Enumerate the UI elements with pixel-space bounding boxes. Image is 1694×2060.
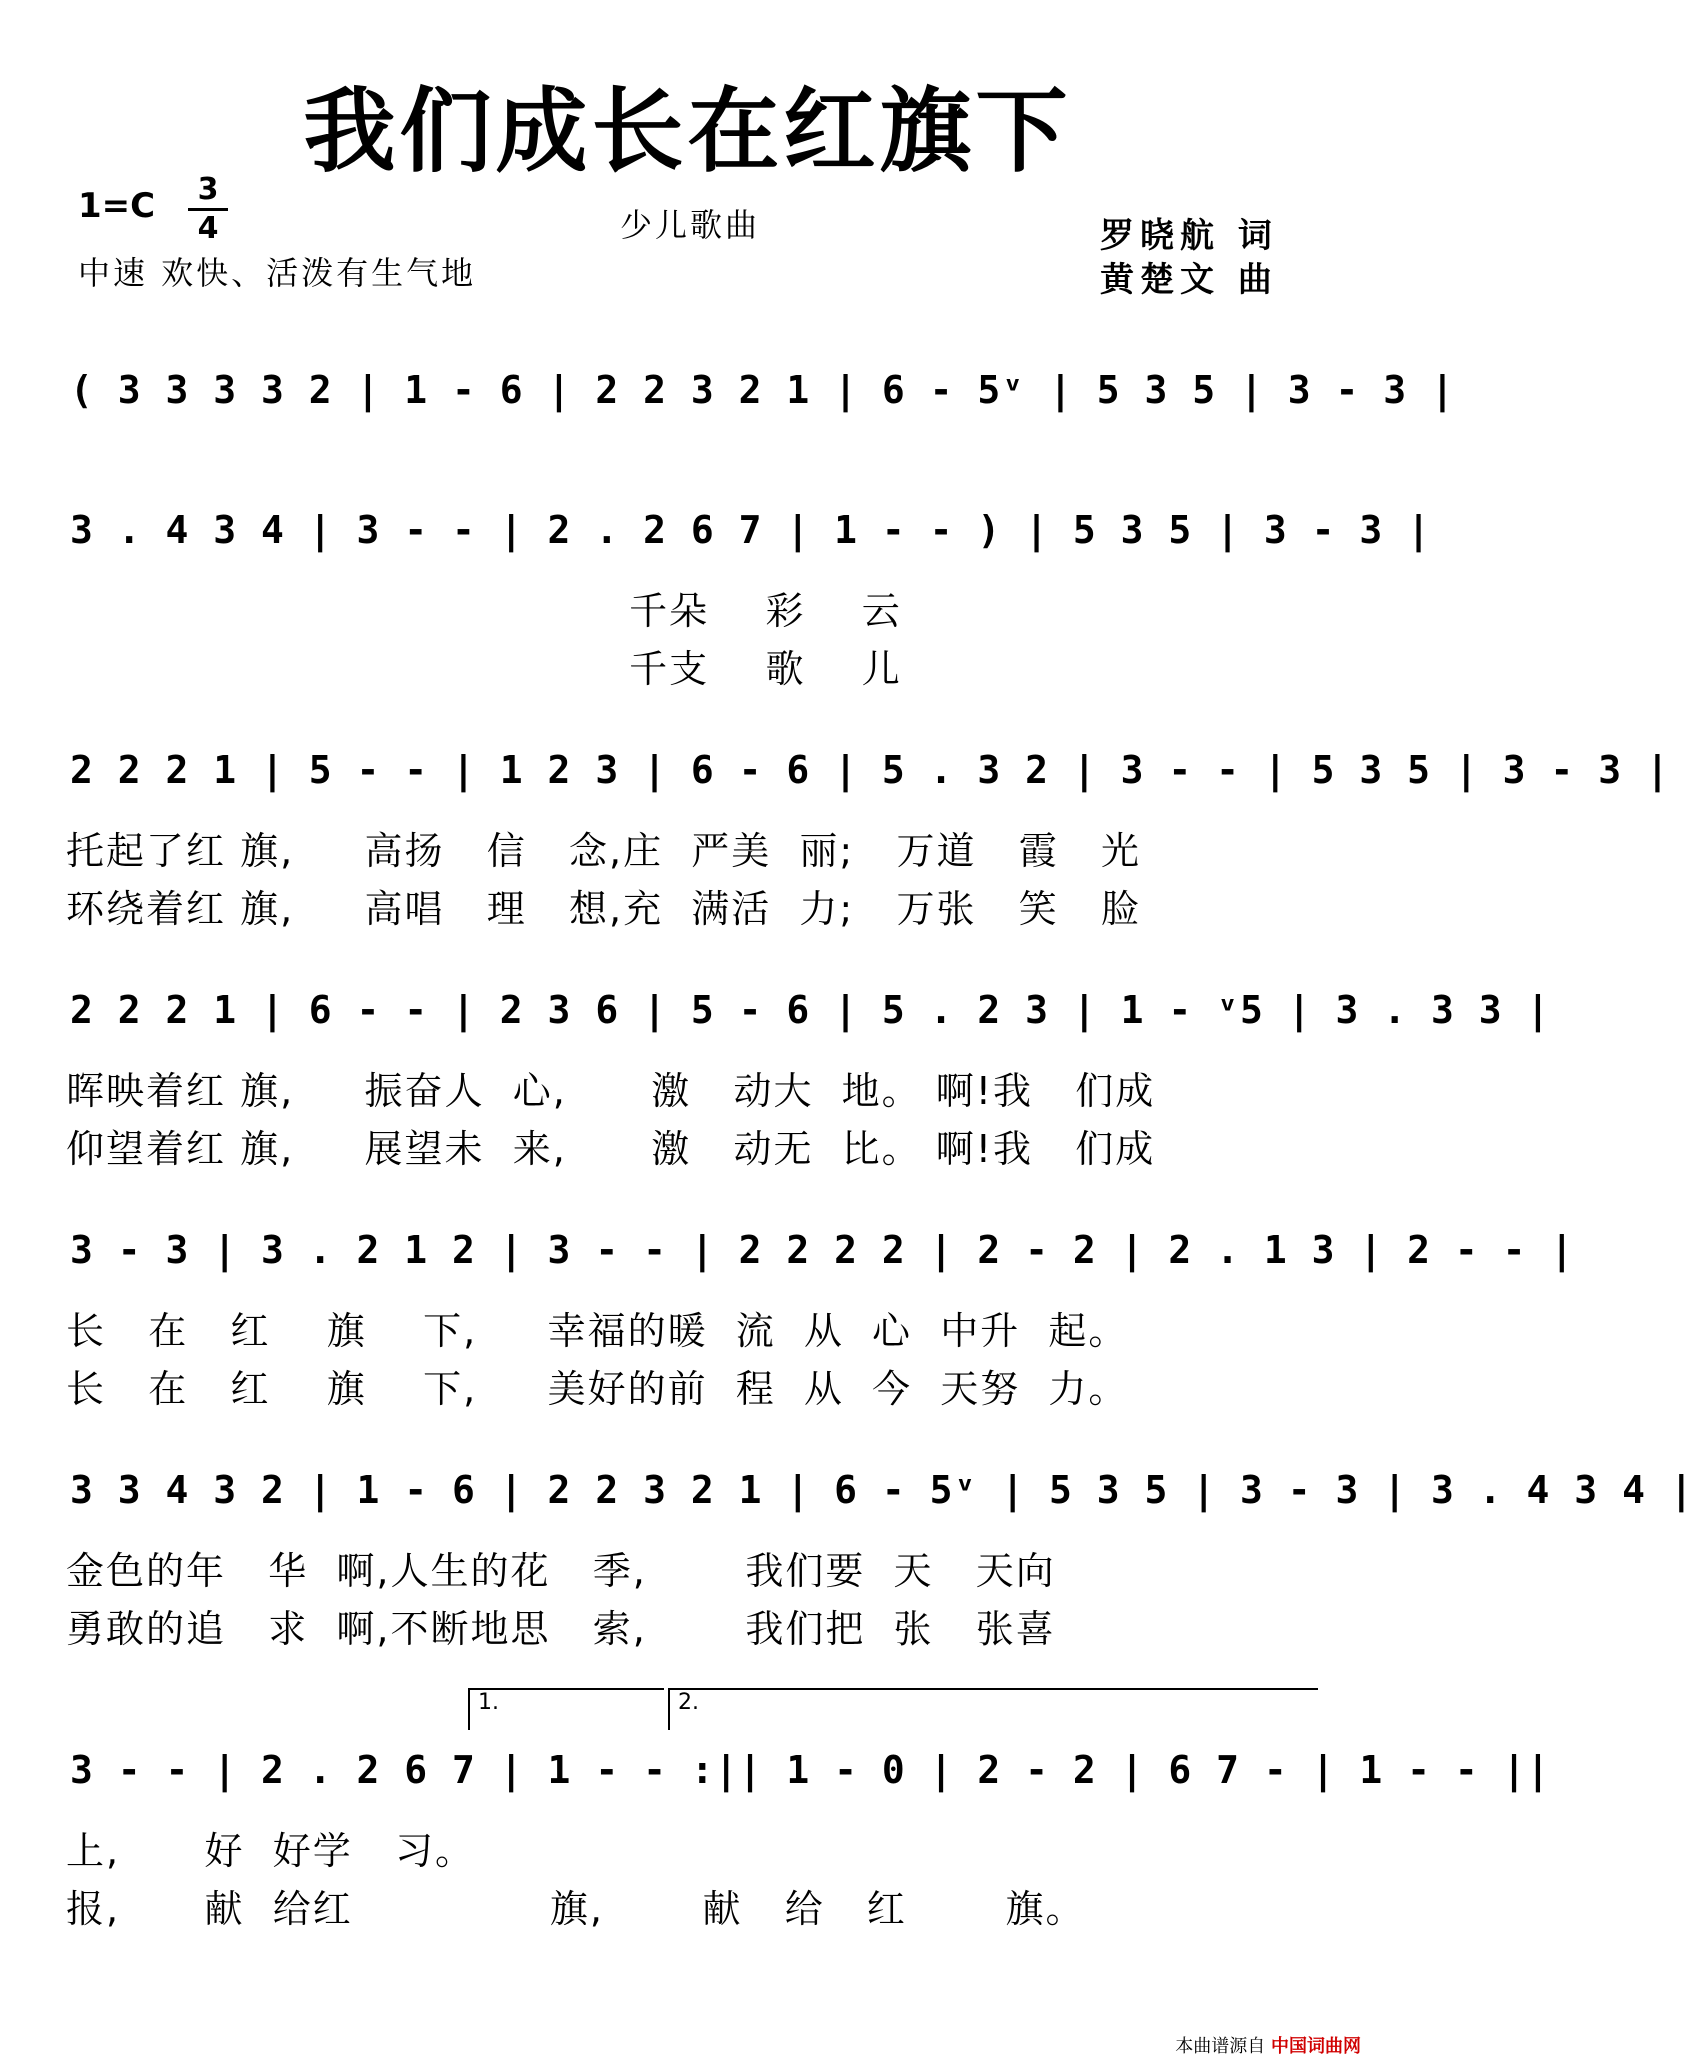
composer-credit: 黄楚文 曲 [1100, 260, 1278, 300]
lyric-line: 上, 好 好学 习。 [66, 1829, 475, 1873]
lyric-line: 托起了红 旗, 高扬 信 念,庄 严美 丽; 万道 霞 光 [66, 829, 1141, 873]
lyric-line: 仰望着红 旗, 展望未 来, 激 动无 比。 啊!我 们成 [66, 1127, 1156, 1171]
lyric-line: 长 在 红 旗 下, 美好的前 程 从 今 天努 力。 [66, 1367, 1129, 1411]
footer-site-name: 中国词曲网 [1271, 2036, 1361, 2057]
lyric-line: 千朵 彩 云 [66, 589, 902, 633]
lyric-line: 晖映着红 旗, 振奋人 心, 激 动大 地。 啊!我 们成 [66, 1069, 1156, 1113]
second-ending-bracket [668, 1688, 1318, 1730]
lyric-line: 千支 歌 儿 [66, 647, 902, 691]
tempo-marking: 中速 欢快、活泼有生气地 [78, 254, 477, 292]
first-ending-label: 1. [478, 1690, 499, 1715]
first-ending-bracket [468, 1688, 664, 1730]
song-title: 我们成长在红旗下 [303, 78, 1072, 185]
notation-line: 3 - 3 | 3 . 2 1 2 | 3 - - | 2 2 2 2 | 2 - 2 | 2 . 1 3 | 2 - - | [70, 1228, 1575, 1272]
key-signature: 1=C [78, 186, 156, 226]
second-ending-label: 2. [678, 1690, 699, 1715]
lyric-line: 环绕着红 旗, 高唱 理 想,充 满活 力; 万张 笑 脸 [66, 887, 1141, 931]
notation-line: 2 2 2 1 | 6 - - | 2 3 6 | 5 - 6 | 5 . 2 3 | 1 - ᵛ5 | 3 . 3 3 | [70, 988, 1551, 1032]
notation-line: 3 - - | 2 . 2 6 7 | 1 - - :|| 1 - 0 | 2 - 2 | 6 7 - | 1 - - || [70, 1748, 1551, 1792]
genre-label: 少儿歌曲 [620, 206, 761, 244]
notation-line: 3 3 4 3 2 | 1 - 6 | 2 2 3 2 1 | 6 - 5ᵛ | 5 3 5 | 3 - 3 | 3 . 4 3 4 | [70, 1468, 1694, 1512]
lyricist-credit: 罗晓航 词 [1100, 216, 1278, 256]
time-signature [188, 174, 228, 245]
notation-line: 3 . 4 3 4 | 3 - - | 2 . 2 6 7 | 1 - - ) | 5 3 5 | 3 - 3 | [70, 508, 1432, 552]
lyric-line: 报, 献 给红 旗, 献 给 红 旗。 [66, 1887, 1086, 1931]
time-signature-bottom: 4 [197, 211, 219, 246]
time-signature-top: 3 [197, 172, 219, 207]
lyric-line: 勇敢的追 求 啊,不断地思 索, 我们把 张 张喜 [66, 1607, 1056, 1651]
lyric-line: 金色的年 华 啊,人生的花 季, 我们要 天 天向 [66, 1549, 1056, 1593]
notation-line: ( 3 3 3 3 2 | 1 - 6 | 2 2 3 2 1 | 6 - 5ᵛ | 5 3 5 | 3 - 3 | [70, 368, 1455, 412]
notation-line: 2 2 2 1 | 5 - - | 1 2 3 | 6 - 6 | 5 . 3 2 | 3 - - | 5 3 5 | 3 - 3 | [70, 748, 1670, 792]
lyric-line: 长 在 红 旗 下, 幸福的暖 流 从 心 中升 起。 [66, 1309, 1129, 1353]
footer-source [1175, 2032, 1361, 2058]
footer-source-text: 本曲谱源自 [1175, 2036, 1266, 2057]
